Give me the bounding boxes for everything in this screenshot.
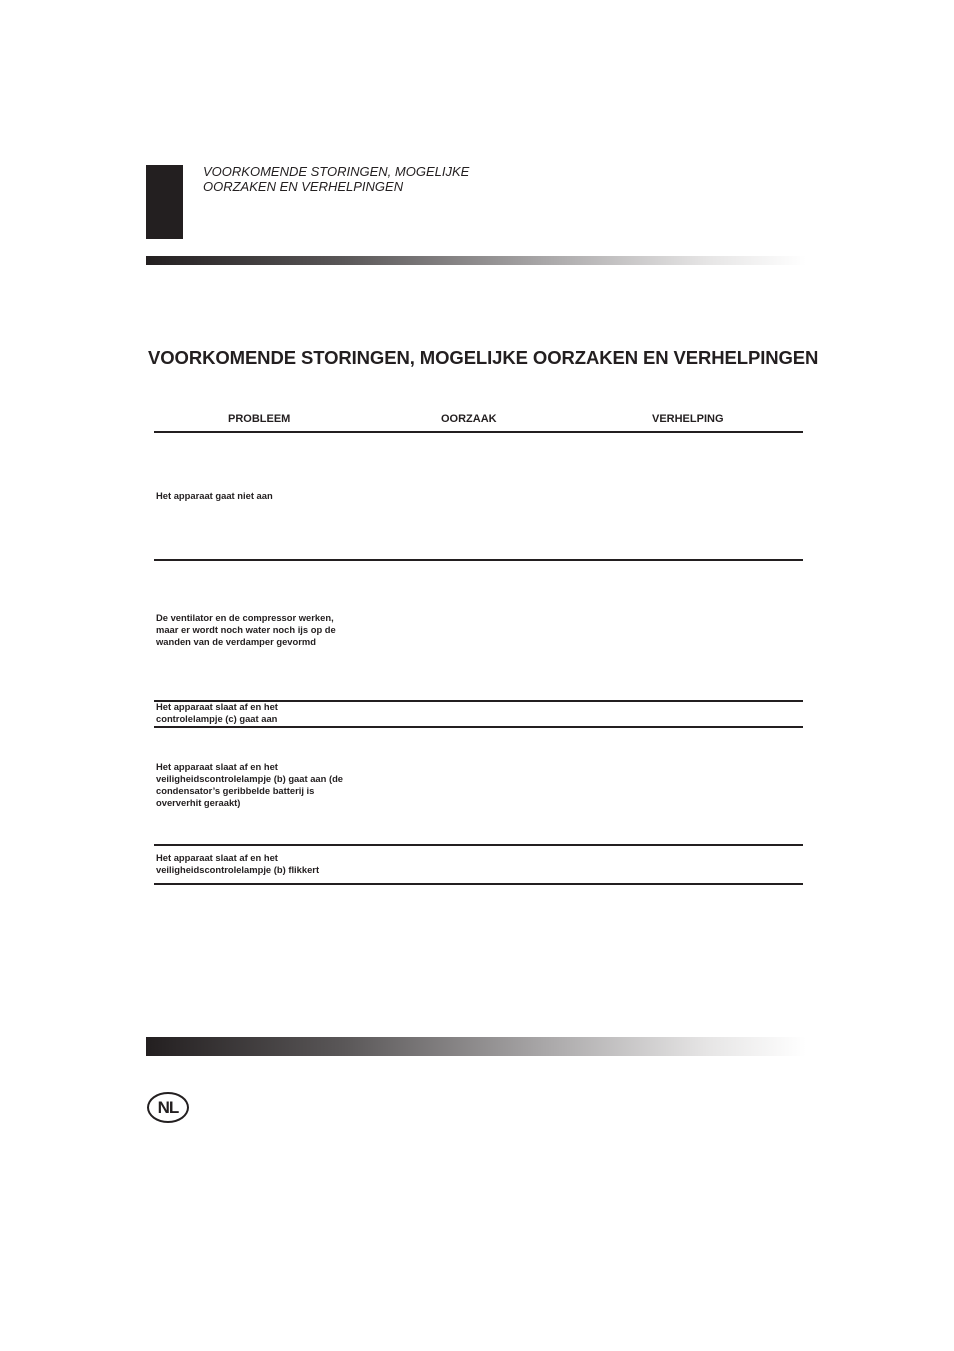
- column-header-remedy: VERHELPING: [652, 413, 724, 425]
- table-row-4-line-3: condensator’s geribbelde batterij is: [156, 785, 315, 796]
- language-badge: NL: [147, 1092, 189, 1123]
- table-row-4-problem: [156, 761, 376, 809]
- table-row-5-line-2: veiligheidscontrolelampje (b) flikkert: [156, 864, 320, 875]
- table-row-3-line-2: controlelampje (c) gaat aan: [156, 713, 278, 724]
- table-row-5-line-1: Het apparaat slaat af en het: [156, 852, 278, 863]
- table-header-rule: [154, 431, 803, 433]
- running-header: [203, 164, 469, 194]
- table-row-2-line-1: De ventilator en de compressor werken,: [156, 612, 334, 623]
- section-tab-marker: [146, 165, 183, 239]
- table-row-2-problem: [156, 612, 376, 648]
- table-bottom-rule: [154, 883, 803, 885]
- table-row-5-problem: [156, 852, 376, 876]
- table-row-4-line-2: veiligheidscontrolelampje (b) gaat aan (de: [156, 773, 344, 784]
- running-header-line-2: OORZAKEN EN VERHELPINGEN: [203, 179, 404, 194]
- column-header-problem: PROBLEEM: [228, 413, 291, 425]
- top-gradient-divider: [146, 256, 806, 265]
- table-row-2-line-2: maar er wordt noch water noch ijs op de: [156, 624, 336, 635]
- table-row-rule: [154, 726, 803, 728]
- table-row-3-line-1: Het apparaat slaat af en het: [156, 701, 278, 712]
- table-row-1-line-1: Het apparaat gaat niet aan: [156, 490, 273, 501]
- table-row-rule: [154, 559, 803, 561]
- table-row-4-line-4: oververhit geraakt): [156, 797, 241, 808]
- table-row-rule: [154, 844, 803, 846]
- running-header-line-1: VOORKOMENDE STORINGEN, MOGELIJKE: [203, 164, 470, 179]
- page-title: VOORKOMENDE STORINGEN, MOGELIJKE OORZAKEN EN VERHELPINGEN: [148, 347, 819, 368]
- table-row-3-problem: [156, 701, 376, 725]
- column-header-cause: OORZAAK: [441, 413, 497, 425]
- table-row-2-line-3: wanden van de verdamper gevormd: [156, 636, 316, 647]
- bottom-gradient-divider: [146, 1037, 806, 1056]
- table-row-1-problem: [156, 490, 376, 502]
- table-row-4-line-1: Het apparaat slaat af en het: [156, 761, 278, 772]
